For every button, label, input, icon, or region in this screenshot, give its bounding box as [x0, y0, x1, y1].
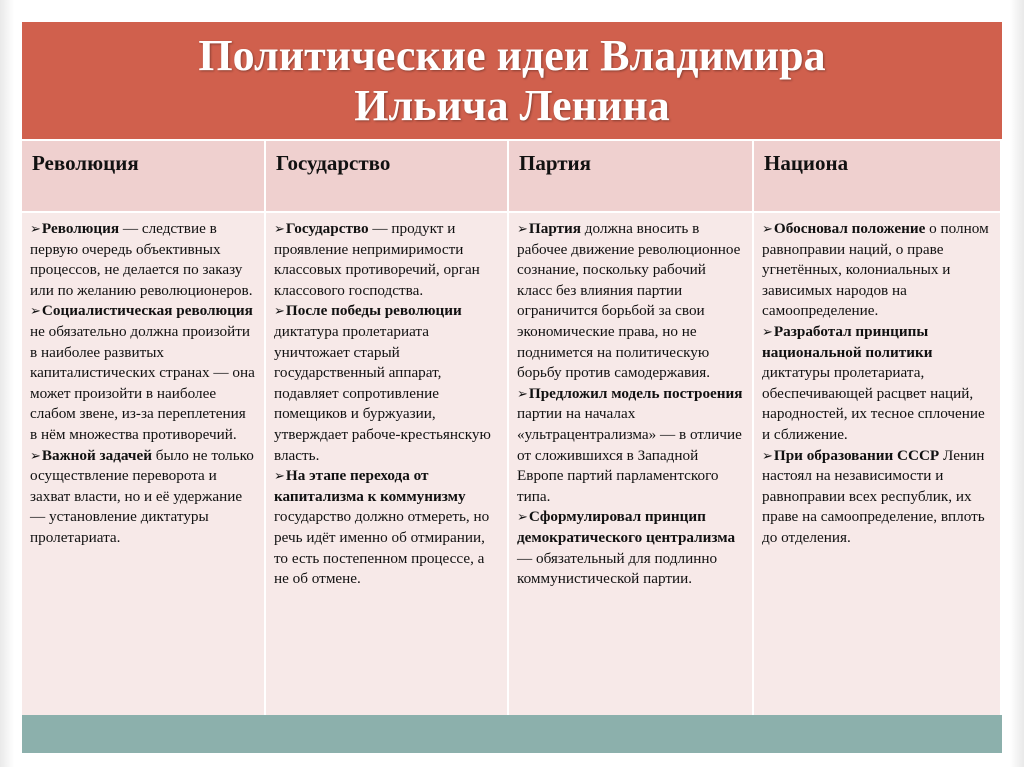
ideas-table [22, 141, 1002, 715]
column-cell-nation [754, 213, 1002, 715]
right-arrow-bullet-icon: ➢ [30, 447, 41, 463]
right-arrow-bullet-icon: ➢ [517, 221, 528, 236]
column-header-nation: Национа [754, 141, 1002, 213]
bullet-item: ➢Социалистическая революция не обязательно должна произойти в наиболее развитых капиталистических странах — она может произойти в наиболее слабом звене, из-за переплетения в нём множества противоречий. [30, 302, 255, 443]
footer-bar [22, 715, 1002, 753]
column-header-revolution: Революция [22, 141, 266, 213]
bullet-item: ➢Государство — продукт и проявление непримиримости классовых противоречий, орган классового господства. [274, 220, 480, 299]
bullet-item: ➢Важной задачей было не только осуществление переворота и захват власти, но и её удержание — установление диктатуры пролетариата. [30, 446, 254, 546]
column-cell-revolution [22, 213, 266, 715]
right-arrow-bullet-icon: ➢ [274, 303, 285, 319]
slide-title [198, 31, 825, 131]
bullet-item: ➢На этапе перехода от капитализма к коммунизму государство должно отмереть, но речь идёт именно об отмирании, то есть постепенном процессе, а не об отмене. [274, 467, 490, 588]
column-cell-party [509, 213, 754, 715]
column-cell-state [266, 213, 509, 715]
right-arrow-bullet-icon: ➢ [517, 509, 528, 525]
slide-title-line-2: Ильича Ленина [354, 80, 670, 130]
right-arrow-bullet-icon: ➢ [30, 221, 41, 236]
column-header-party: Партия [509, 141, 754, 213]
right-arrow-bullet-icon: ➢ [30, 303, 41, 319]
bullet-item: ➢Партия должна вносить в рабочее движение революционное сознание, поскольку рабочий класс без влияния партии ограничится борьбой за свои экономические права, но не поднимется на политическую борьбу против самодержавия. [517, 220, 741, 382]
right-arrow-bullet-icon: ➢ [517, 385, 528, 401]
title-banner [22, 22, 1002, 139]
right-arrow-bullet-icon: ➢ [762, 323, 773, 339]
column-header-state: Государство [266, 141, 509, 213]
right-arrow-bullet-icon: ➢ [274, 221, 285, 236]
bullet-item: ➢При образовании СССР Ленин настоял на независимости и равноправии всех республик, их праве на самоопределение, вплоть до отделения. [762, 446, 985, 546]
bullet-item: ➢Революция — следствие в первую очередь объективных процессов, не делается по заказу или по желанию революционеров. [30, 220, 253, 299]
bullet-item: ➢Предложил модель построения партии на началах «ультрацентрализма» — в отличие от сложившихся в Западной Европе партий парламентского типа. [517, 384, 743, 505]
right-arrow-bullet-icon: ➢ [274, 468, 285, 484]
bullet-item: ➢Разработал принципы национальной политики диктатуры пролетариата, обеспечивающей расцвет наций, народностей, их тесное сплочение и сближение. [762, 322, 985, 443]
bullet-item: ➢После победы революции диктатура пролетариата уничтожает старый государственный аппарат, подавляет сопротивление помещиков и буржуазии, утверждает рабоче-крестьянскую власть. [274, 302, 491, 464]
bullet-item: ➢Сформулировал принцип демократического централизма — обязательный для подлинно коммунистической партии. [517, 508, 736, 588]
right-arrow-bullet-icon: ➢ [762, 221, 773, 236]
slide-title-line-1: Политические идеи Владимира [198, 30, 826, 80]
right-arrow-bullet-icon: ➢ [762, 447, 773, 463]
bullet-item: ➢Обосновал положение о полном равноправии наций, о праве угнетённых, колониальных и зависимых народов на самоопределение. [762, 220, 989, 320]
